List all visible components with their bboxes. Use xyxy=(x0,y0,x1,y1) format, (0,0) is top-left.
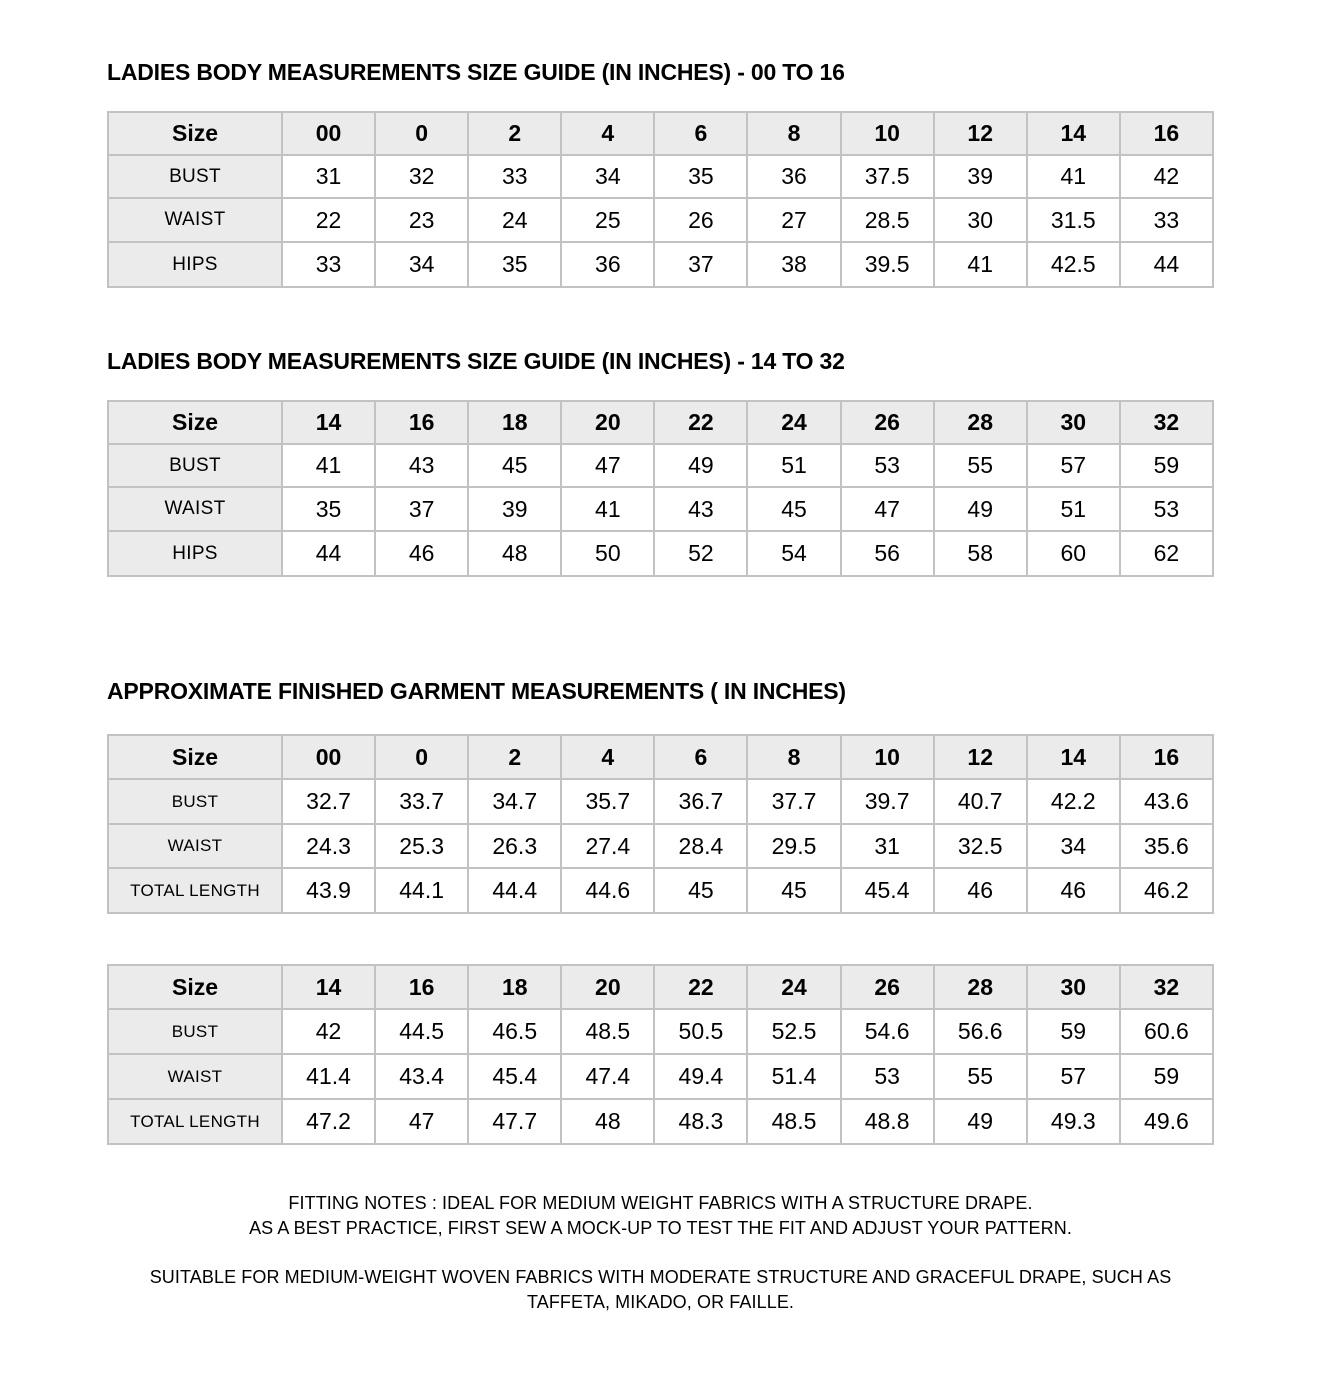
table-row xyxy=(108,868,1213,913)
measurement-label: TOTAL LENGTH xyxy=(108,1099,282,1144)
size-column-header: 18 xyxy=(468,965,561,1009)
measurement-value: 46.5 xyxy=(468,1009,561,1054)
measurement-value: 37.7 xyxy=(747,779,840,824)
table-row xyxy=(108,824,1213,868)
measurement-value: 45.4 xyxy=(468,1054,561,1099)
size-column-header: 00 xyxy=(282,112,375,155)
measurement-value: 30 xyxy=(934,198,1027,242)
measurement-value: 59 xyxy=(1120,1054,1213,1099)
size-column-header: 26 xyxy=(841,965,934,1009)
size-column-header: 22 xyxy=(654,401,747,444)
measurement-label: WAIST xyxy=(108,198,282,242)
measurement-label: WAIST xyxy=(108,824,282,868)
size-column-header: 28 xyxy=(934,401,1027,444)
measurement-value: 59 xyxy=(1120,444,1213,487)
fitting-note-line: FITTING NOTES : IDEAL FOR MEDIUM WEIGHT FABRICS WITH A STRUCTURE DRAPE. xyxy=(288,1193,1033,1213)
measurement-value: 41 xyxy=(1027,155,1120,198)
size-column-header: 16 xyxy=(375,401,468,444)
size-header-cell: Size xyxy=(108,112,282,155)
table-row xyxy=(108,779,1213,824)
size-column-header: 2 xyxy=(468,112,561,155)
measurement-value: 55 xyxy=(934,1054,1027,1099)
size-column-header: 30 xyxy=(1027,965,1120,1009)
measurement-value: 38 xyxy=(747,242,840,287)
size-column-header: 6 xyxy=(654,735,747,779)
measurement-value: 47.7 xyxy=(468,1099,561,1144)
measurement-value: 52 xyxy=(654,531,747,576)
measurement-value: 51.4 xyxy=(747,1054,840,1099)
measurement-value: 44 xyxy=(282,531,375,576)
table-row xyxy=(108,1054,1213,1099)
measurement-value: 31 xyxy=(282,155,375,198)
measurement-value: 28.5 xyxy=(841,198,934,242)
size-column-header: 10 xyxy=(841,735,934,779)
measurement-label: HIPS xyxy=(108,531,282,576)
measurement-value: 44 xyxy=(1120,242,1213,287)
size-column-header: 14 xyxy=(1027,735,1120,779)
measurement-value: 32.7 xyxy=(282,779,375,824)
measurement-value: 34 xyxy=(561,155,654,198)
size-column-header: 14 xyxy=(1027,112,1120,155)
measurement-value: 52.5 xyxy=(747,1009,840,1054)
size-column-header: 24 xyxy=(747,965,840,1009)
measurement-value: 53 xyxy=(841,1054,934,1099)
fitting-note-line: SUITABLE FOR MEDIUM-WEIGHT WOVEN FABRICS WITH MODERATE STRUCTURE AND GRACEFUL DRAPE, SUCH AS TAFFETA, MIKADO, OR FAILLE. xyxy=(149,1267,1172,1312)
measurement-value: 22 xyxy=(282,198,375,242)
measurement-value: 24 xyxy=(468,198,561,242)
measurement-label: BUST xyxy=(108,155,282,198)
measurement-value: 48 xyxy=(561,1099,654,1144)
measurement-value: 25 xyxy=(561,198,654,242)
measurement-value: 49 xyxy=(654,444,747,487)
measurement-value: 62 xyxy=(1120,531,1213,576)
size-column-header: 8 xyxy=(747,112,840,155)
measurement-value: 45.4 xyxy=(841,868,934,913)
measurement-value: 49 xyxy=(934,1099,1027,1144)
measurement-value: 41.4 xyxy=(282,1054,375,1099)
size-column-header: 32 xyxy=(1120,965,1213,1009)
measurement-value: 53 xyxy=(1120,487,1213,531)
garment-measurements-table-00-16 xyxy=(107,734,1214,914)
measurement-value: 47.2 xyxy=(282,1099,375,1144)
measurement-value: 25.3 xyxy=(375,824,468,868)
measurement-value: 43.4 xyxy=(375,1054,468,1099)
measurement-value: 35 xyxy=(282,487,375,531)
measurement-value: 44.5 xyxy=(375,1009,468,1054)
measurement-value: 48.3 xyxy=(654,1099,747,1144)
measurement-value: 41 xyxy=(934,242,1027,287)
measurement-value: 55 xyxy=(934,444,1027,487)
size-column-header: 00 xyxy=(282,735,375,779)
size-column-header: 0 xyxy=(375,112,468,155)
size-column-header: 26 xyxy=(841,401,934,444)
measurement-value: 33 xyxy=(282,242,375,287)
measurement-value: 45 xyxy=(468,444,561,487)
measurement-value: 36 xyxy=(747,155,840,198)
measurement-value: 27.4 xyxy=(561,824,654,868)
section-title-garment: APPROXIMATE FINISHED GARMENT MEASUREMENTS ( IN INCHES) xyxy=(107,678,846,704)
measurement-value: 49.6 xyxy=(1120,1099,1213,1144)
measurement-value: 26 xyxy=(654,198,747,242)
measurement-value: 43.9 xyxy=(282,868,375,913)
measurement-label: BUST xyxy=(108,1009,282,1054)
measurement-value: 36.7 xyxy=(654,779,747,824)
section-title-body-14-32: LADIES BODY MEASUREMENTS SIZE GUIDE (IN INCHES) - 14 TO 32 xyxy=(107,348,845,374)
table-row xyxy=(108,198,1213,242)
size-column-header: 20 xyxy=(561,965,654,1009)
size-column-header: 30 xyxy=(1027,401,1120,444)
measurement-value: 46 xyxy=(1027,868,1120,913)
measurement-value: 43 xyxy=(654,487,747,531)
measurement-value: 51 xyxy=(1027,487,1120,531)
size-column-header: 0 xyxy=(375,735,468,779)
measurement-value: 47 xyxy=(561,444,654,487)
measurement-value: 50 xyxy=(561,531,654,576)
table-header-row xyxy=(108,735,1213,779)
size-header-cell: Size xyxy=(108,735,282,779)
measurement-value: 34.7 xyxy=(468,779,561,824)
measurement-value: 59 xyxy=(1027,1009,1120,1054)
table-row xyxy=(108,531,1213,576)
measurement-value: 60 xyxy=(1027,531,1120,576)
measurement-value: 26.3 xyxy=(468,824,561,868)
section-title-body-00-16: LADIES BODY MEASUREMENTS SIZE GUIDE (IN INCHES) - 00 TO 16 xyxy=(107,59,845,85)
measurement-value: 34 xyxy=(1027,824,1120,868)
measurement-value: 37.5 xyxy=(841,155,934,198)
size-column-header: 22 xyxy=(654,965,747,1009)
size-column-header: 28 xyxy=(934,965,1027,1009)
measurement-value: 53 xyxy=(841,444,934,487)
measurement-value: 35 xyxy=(468,242,561,287)
measurement-value: 46.2 xyxy=(1120,868,1213,913)
fitting-notes xyxy=(107,1191,1214,1315)
measurement-value: 35 xyxy=(654,155,747,198)
size-column-header: 16 xyxy=(1120,735,1213,779)
measurement-label: WAIST xyxy=(108,487,282,531)
size-column-header: 16 xyxy=(1120,112,1213,155)
body-measurements-table-00-16 xyxy=(107,111,1214,288)
size-column-header: 4 xyxy=(561,112,654,155)
measurement-value: 43 xyxy=(375,444,468,487)
measurement-value: 46 xyxy=(375,531,468,576)
measurement-value: 43.6 xyxy=(1120,779,1213,824)
measurement-value: 54.6 xyxy=(841,1009,934,1054)
size-header-cell: Size xyxy=(108,401,282,444)
measurement-value: 31.5 xyxy=(1027,198,1120,242)
measurement-value: 40.7 xyxy=(934,779,1027,824)
size-column-header: 12 xyxy=(934,735,1027,779)
measurement-value: 33 xyxy=(1120,198,1213,242)
measurement-value: 39 xyxy=(468,487,561,531)
measurement-value: 60.6 xyxy=(1120,1009,1213,1054)
measurement-label: BUST xyxy=(108,779,282,824)
measurement-value: 47.4 xyxy=(561,1054,654,1099)
measurement-value: 42.5 xyxy=(1027,242,1120,287)
measurement-value: 48.8 xyxy=(841,1099,934,1144)
measurement-value: 48.5 xyxy=(561,1009,654,1054)
measurement-value: 48.5 xyxy=(747,1099,840,1144)
measurement-value: 42 xyxy=(1120,155,1213,198)
measurement-value: 56 xyxy=(841,531,934,576)
table-row xyxy=(108,1009,1213,1054)
table-row xyxy=(108,155,1213,198)
size-column-header: 18 xyxy=(468,401,561,444)
size-column-header: 4 xyxy=(561,735,654,779)
measurement-value: 46 xyxy=(934,868,1027,913)
measurement-value: 23 xyxy=(375,198,468,242)
measurement-label: HIPS xyxy=(108,242,282,287)
measurement-value: 45 xyxy=(747,868,840,913)
size-column-header: 10 xyxy=(841,112,934,155)
measurement-value: 31 xyxy=(841,824,934,868)
size-column-header: 2 xyxy=(468,735,561,779)
measurement-label: BUST xyxy=(108,444,282,487)
measurement-value: 57 xyxy=(1027,1054,1120,1099)
table-header-row xyxy=(108,112,1213,155)
measurement-value: 57 xyxy=(1027,444,1120,487)
fitting-note-line: AS A BEST PRACTICE, FIRST SEW A MOCK-UP TO TEST THE FIT AND ADJUST YOUR PATTERN. xyxy=(249,1218,1072,1238)
body-measurements-table-14-32 xyxy=(107,400,1214,577)
size-column-header: 24 xyxy=(747,401,840,444)
measurement-value: 56.6 xyxy=(934,1009,1027,1054)
measurement-value: 44.6 xyxy=(561,868,654,913)
table-row xyxy=(108,444,1213,487)
measurement-value: 49.3 xyxy=(1027,1099,1120,1144)
measurement-value: 33.7 xyxy=(375,779,468,824)
measurement-value: 44.1 xyxy=(375,868,468,913)
measurement-value: 51 xyxy=(747,444,840,487)
size-header-cell: Size xyxy=(108,965,282,1009)
measurement-label: WAIST xyxy=(108,1054,282,1099)
measurement-value: 35.7 xyxy=(561,779,654,824)
measurement-value: 49 xyxy=(934,487,1027,531)
size-column-header: 8 xyxy=(747,735,840,779)
size-column-header: 12 xyxy=(934,112,1027,155)
measurement-value: 29.5 xyxy=(747,824,840,868)
measurement-value: 37 xyxy=(375,487,468,531)
measurement-label: TOTAL LENGTH xyxy=(108,868,282,913)
measurement-value: 33 xyxy=(468,155,561,198)
measurement-value: 44.4 xyxy=(468,868,561,913)
size-column-header: 14 xyxy=(282,965,375,1009)
measurement-value: 42 xyxy=(282,1009,375,1054)
measurement-value: 54 xyxy=(747,531,840,576)
size-column-header: 32 xyxy=(1120,401,1213,444)
measurement-value: 39 xyxy=(934,155,1027,198)
measurement-value: 48 xyxy=(468,531,561,576)
measurement-value: 35.6 xyxy=(1120,824,1213,868)
measurement-value: 28.4 xyxy=(654,824,747,868)
measurement-value: 27 xyxy=(747,198,840,242)
measurement-value: 32.5 xyxy=(934,824,1027,868)
measurement-value: 39.7 xyxy=(841,779,934,824)
size-column-header: 16 xyxy=(375,965,468,1009)
measurement-value: 41 xyxy=(561,487,654,531)
table-row xyxy=(108,242,1213,287)
table-header-row xyxy=(108,401,1213,444)
measurement-value: 36 xyxy=(561,242,654,287)
measurement-value: 47 xyxy=(375,1099,468,1144)
measurement-value: 39.5 xyxy=(841,242,934,287)
measurement-value: 45 xyxy=(654,868,747,913)
measurement-value: 32 xyxy=(375,155,468,198)
measurement-value: 58 xyxy=(934,531,1027,576)
measurement-value: 42.2 xyxy=(1027,779,1120,824)
table-row xyxy=(108,487,1213,531)
garment-measurements-table-14-32 xyxy=(107,964,1214,1145)
measurement-value: 37 xyxy=(654,242,747,287)
measurement-value: 50.5 xyxy=(654,1009,747,1054)
size-column-header: 20 xyxy=(561,401,654,444)
measurement-value: 41 xyxy=(282,444,375,487)
measurement-value: 34 xyxy=(375,242,468,287)
measurement-value: 45 xyxy=(747,487,840,531)
size-column-header: 6 xyxy=(654,112,747,155)
measurement-value: 24.3 xyxy=(282,824,375,868)
measurement-value: 49.4 xyxy=(654,1054,747,1099)
measurement-value: 47 xyxy=(841,487,934,531)
size-column-header: 14 xyxy=(282,401,375,444)
table-row xyxy=(108,1099,1213,1144)
table-header-row xyxy=(108,965,1213,1009)
